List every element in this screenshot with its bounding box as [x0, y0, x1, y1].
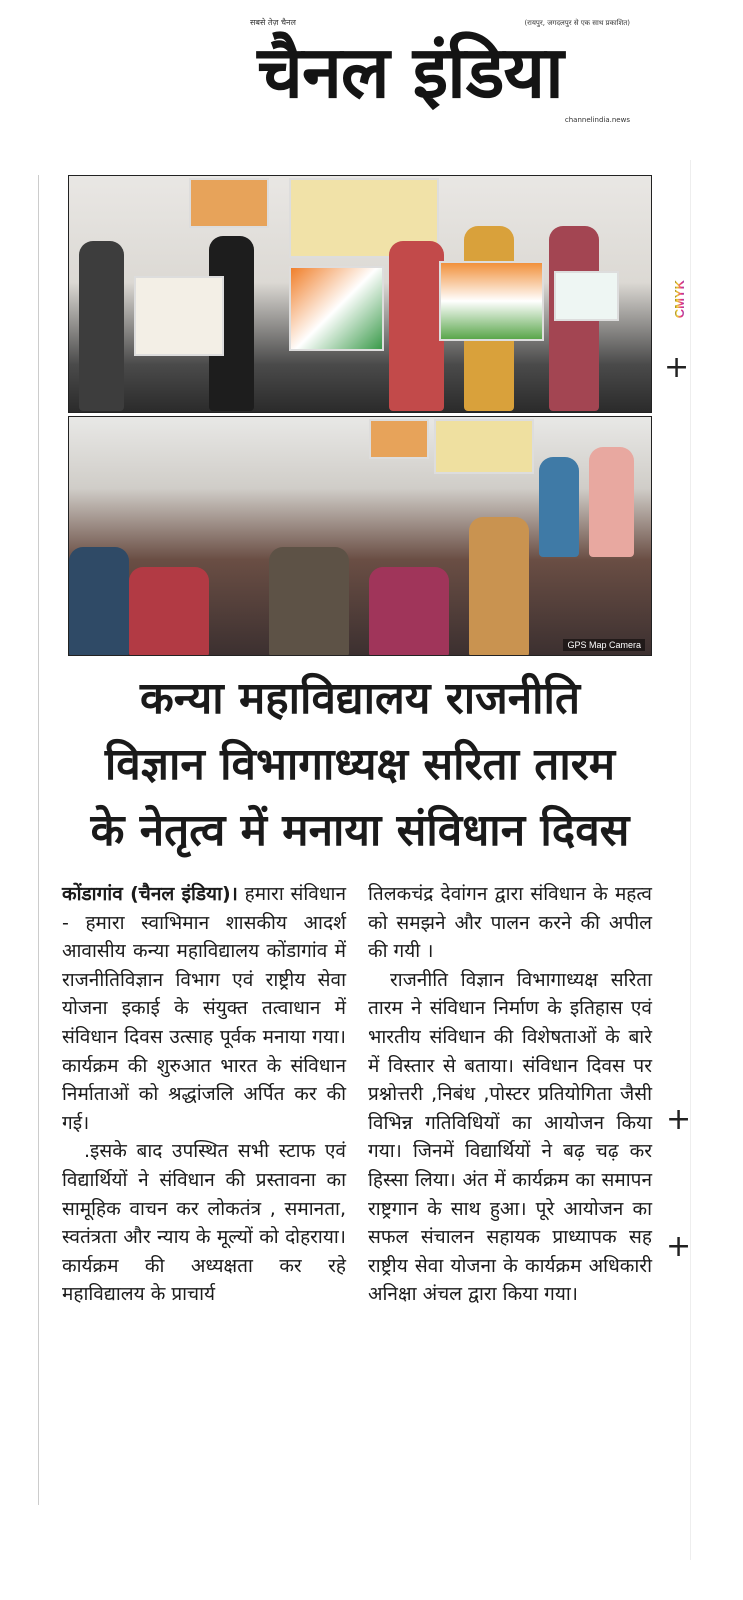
person	[79, 241, 124, 411]
photo-preamble-reading	[68, 416, 652, 656]
person	[129, 567, 209, 656]
headline-line: कन्या महाविद्यालय राजनीति	[139, 673, 581, 724]
person	[369, 567, 449, 656]
masthead	[190, 14, 630, 128]
paragraph: .इसके बाद उपस्थित सभी स्टाफ एवं विद्यार्थियों ने संविधान की प्रस्तावना का सामूहिक वाचन कर लोकतंत्र , समानता, स्वतंत्रता और न्याय के मूल्यों को दोहराया। कार्यक्रम की अध्यक्षता कर रहे महाविद्यालय के प्राचार्य	[62, 1140, 346, 1306]
person	[269, 547, 349, 656]
dateline: कोंडागांव (चैनल इंडिया)।	[62, 883, 238, 905]
person	[69, 547, 129, 656]
banner	[189, 178, 269, 228]
poster	[134, 276, 224, 356]
photo-students-with-posters	[68, 175, 652, 413]
registration-mark: +	[664, 350, 690, 385]
paragraph: राजनीति विज्ञान विभागाध्यक्ष सरिता तारम ने संविधान निर्माण के इतिहास एवं भारतीय संविधान की विशेषताओं के बारे में विस्तार से बताया। संविधान दिवस पर प्रश्नोत्तरी ,निबंध ,पोस्टर प्रतियोगिता जैसी विभिन्न गतिविधियों का आयोजन किया गया। जिनमें विद्यार्थियों ने बढ़ चढ़ कर हिस्सा लिया। अंत में कार्यक्रम का समापन राष्ट्रगान के साथ हुआ। पूरे आयोजन का सफल संचालन सहायक प्राध्यापक सह राष्ट्रीय सेवा योजना के कार्यक्रम अधिकारी अनिक्षा अंचल द्वारा किया गया।	[368, 968, 652, 1306]
person	[589, 447, 634, 557]
masthead-url: channelindia.news	[564, 116, 630, 124]
headline	[55, 666, 665, 864]
registration-mark: +	[666, 1229, 692, 1264]
gps-camera-watermark: GPS Map Camera	[563, 639, 645, 651]
article	[55, 666, 665, 1309]
masthead-subtitle: (रायपुर, जगदलपुर से एक साथ प्रकाशित)	[524, 19, 630, 27]
poster	[289, 266, 384, 351]
article-column-1	[62, 880, 346, 1309]
column-rule	[38, 175, 39, 1505]
registration-mark: +	[666, 1102, 692, 1137]
banner	[369, 419, 429, 459]
person	[469, 517, 529, 656]
article-columns	[55, 880, 665, 1309]
paragraph: तिलकचंद्र देवांगन द्वारा संविधान के महत्व को समझने और पालन करने की अपील की गयी ।	[368, 883, 652, 963]
newspaper-logo: चैनल इंडिया	[257, 30, 563, 114]
cmyk-label: CMYK	[672, 280, 687, 319]
headline-line: के नेतृत्व में मनाया संविधान दिवस	[90, 805, 630, 856]
paragraph: हमारा संविधान - हमारा स्वाभिमान शासकीय आदर्श आवासीय कन्या महाविद्यालय कोंडागांव में राजनीतिविज्ञान विभाग एवं राष्ट्रीय सेवा योजना इकाई के संयुक्त तत्वाधान में संविधान दिवस उत्साह पूर्वक मनाया गया। कार्यक्रम की शुरुआत भारत के संविधान निर्माताओं को श्रद्धांजलि अर्पित कर की गई।	[62, 883, 346, 1134]
article-column-2	[368, 880, 652, 1309]
cmyk-print-mark	[672, 280, 687, 318]
person	[389, 241, 444, 411]
headline-line: विज्ञान विभागाध्यक्ष सरिता तारम	[104, 739, 616, 790]
page-edge	[690, 160, 691, 1560]
projector-screen	[434, 419, 534, 474]
person	[539, 457, 579, 557]
masthead-tagline: सबसे तेज़ चैनल	[250, 18, 296, 27]
masthead-top-row	[190, 14, 630, 28]
poster	[554, 271, 619, 321]
poster	[439, 261, 544, 341]
